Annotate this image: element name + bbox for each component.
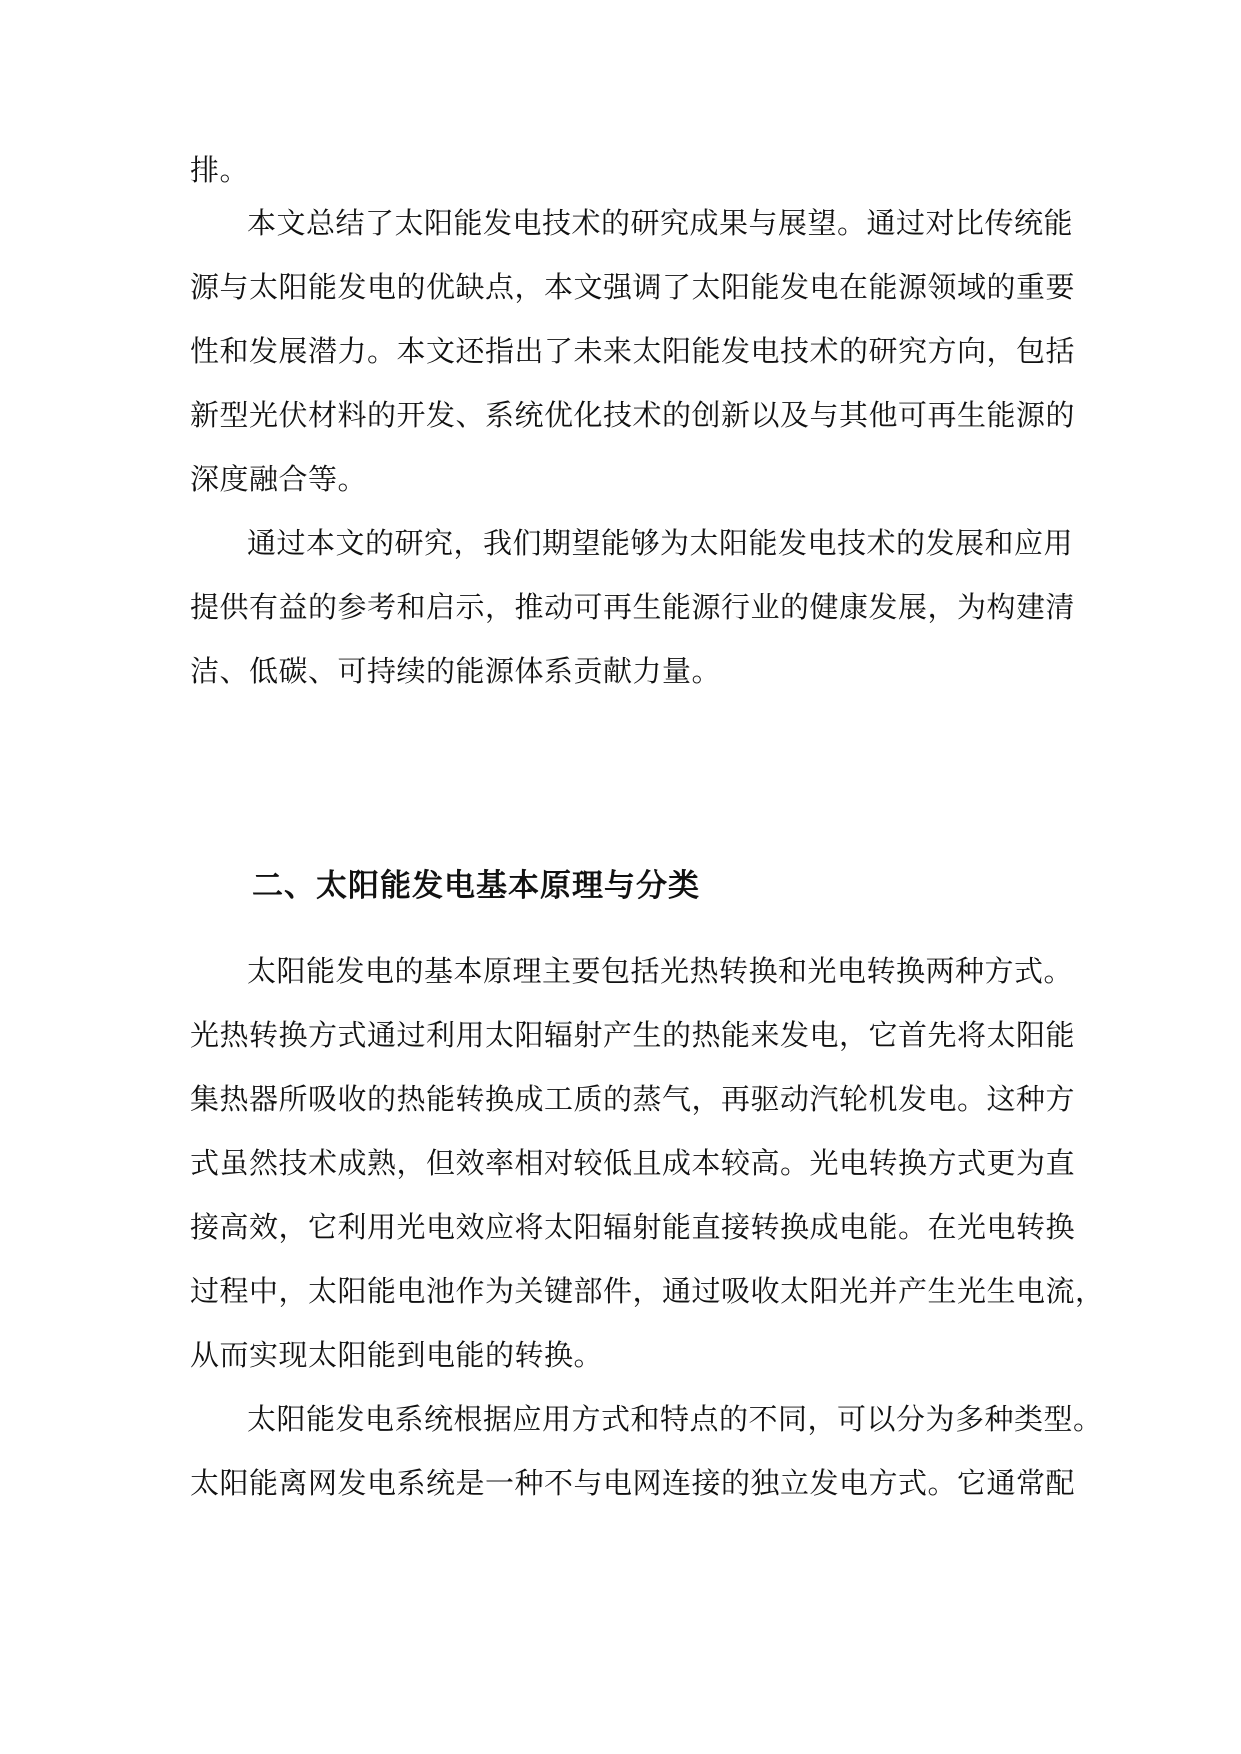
paragraph-line: 接高效，它利用光电效应将太阳辐射能直接转换成电能。在光电转换 xyxy=(190,1210,1076,1244)
paragraph-line: 光热转换方式通过利用太阳辐射产生的热能来发电，它首先将太阳能 xyxy=(190,1018,1076,1052)
paragraph-line: 通过本文的研究，我们期望能够为太阳能发电技术的发展和应用 xyxy=(247,526,1074,560)
paragraph-line: 洁、低碳、可持续的能源体系贡献力量。 xyxy=(190,654,722,688)
paragraph-line: 性和发展潜力。本文还指出了未来太阳能发电技术的研究方向，包括 xyxy=(190,334,1076,368)
paragraph-line: 太阳能离网发电系统是一种不与电网连接的独立发电方式。它通常配 xyxy=(190,1466,1076,1500)
paragraph-line: 本文总结了太阳能发电技术的研究成果与展望。通过对比传统能 xyxy=(247,206,1074,240)
paragraph-line: 集热器所吸收的热能转换成工质的蒸气，再驱动汽轮机发电。这种方 xyxy=(190,1082,1076,1116)
paragraph-line: 源与太阳能发电的优缺点，本文强调了太阳能发电在能源领域的重要 xyxy=(190,270,1076,304)
paragraph-line: 从而实现太阳能到电能的转换。 xyxy=(190,1338,604,1372)
paragraph-line: 过程中，太阳能电池作为关键部件，通过吸收太阳光并产生光生电流， xyxy=(190,1274,1105,1308)
paragraph-line: 式虽然技术成熟，但效率相对较低且成本较高。光电转换方式更为直 xyxy=(190,1146,1076,1180)
paragraph-line: 深度融合等。 xyxy=(190,462,368,496)
paragraph-line: 排。 xyxy=(190,153,250,187)
paragraph-line: 太阳能发电的基本原理主要包括光热转换和光电转换两种方式。 xyxy=(247,954,1074,988)
paragraph-line: 新型光伏材料的开发、系统优化技术的创新以及与其他可再生能源的 xyxy=(190,398,1076,432)
paragraph-line: 太阳能发电系统根据应用方式和特点的不同，可以分为多种类型。 xyxy=(247,1402,1103,1436)
paragraph-line: 提供有益的参考和启示，推动可再生能源行业的健康发展，为构建清 xyxy=(190,590,1076,624)
section-heading: 二、太阳能发电基本原理与分类 xyxy=(252,868,700,904)
